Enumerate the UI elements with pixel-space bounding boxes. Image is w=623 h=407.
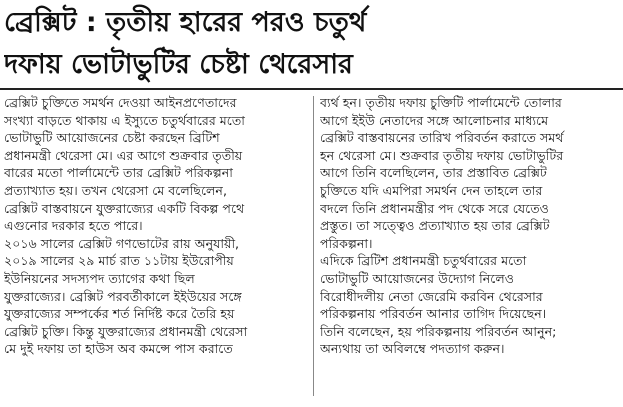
body-text-line: প্রধানমন্ত্রী থেরেসা মে। এর আগে শুক্রবার তৃতীয় xyxy=(4,147,243,163)
body-text-line: ইউনিয়নের সদস্যপদ ত্যাগের কথা ছিল xyxy=(4,270,195,286)
body-text-line: ব্যর্থ হন। তৃতীয় দফায় চুক্তিটি পার্লামেন্টে তোলার xyxy=(320,95,562,110)
article-column-right xyxy=(320,94,619,407)
body-text-line: পরিকল্পনায় পরিবর্তন আনার তাগিদ দিয়েছেন। xyxy=(320,306,547,322)
article-body xyxy=(0,94,623,407)
body-text-line: ভোটাভুটি আয়োজনের উদ্যোগ নিলেও xyxy=(320,270,514,286)
body-text-line: প্রত্যাখ্যাত হয়। তখন থেরেসা মে বলেছিলেন, xyxy=(4,182,227,198)
body-text-line: যুক্তরাজ্যের সম্পর্কের শর্ত নির্দিষ্ট করে তৈরি হয় xyxy=(4,306,235,322)
headline-line: ব্রেক্সিট : তৃতীয় হারের পরও চতুর্থ xyxy=(4,7,367,38)
body-text-line: ব্রেক্সিট বাস্তবায়নের তারিখ পরিবর্তন করাতে সমর্থ xyxy=(320,130,564,146)
body-text-line: তিনি বলেছেন, হয় পরিকল্পনায় পরিবর্তন আনুন; xyxy=(320,323,557,339)
body-text-line: বারের মতো পার্লামেন্টে তার ব্রেক্সিট পরিকল্পনা xyxy=(4,165,233,181)
body-text-line: বিরোধীদলীয় নেতা জেরেমি করবিন থেরেসার xyxy=(320,288,543,304)
headline-rule xyxy=(0,88,623,90)
body-text-line: বদলে তিনি প্রধানমন্ত্রীর পদ থেকে সরে যেতেও xyxy=(320,200,549,216)
body-text-line: প্রস্তুত। তা সত্ত্বেও প্রত্যাখ্যাত হয় তার ব্রেক্সিট xyxy=(320,218,550,234)
body-text-line: হন থেরেসা মে। শুক্রবার তৃতীয় দফায় ভোটাভুটির xyxy=(320,147,564,163)
body-text-line: অন্যথায় তা অবিলম্বে পদত্যাগ করুন। xyxy=(320,341,505,357)
body-text-line: পরিকল্পনা। xyxy=(320,235,373,251)
headline xyxy=(4,2,619,86)
body-text-line: ব্রেক্সিট বাস্তবায়নে যুক্তরাজ্যের একটি বিকল্প পথে xyxy=(4,200,245,216)
column-divider xyxy=(313,96,314,396)
body-text-line: আগে ইইউ নেতাদের সঙ্গে আলোচনার মাধ্যমে xyxy=(320,112,549,128)
body-text-line: এদিকে ব্রিটিশ প্রধানমন্ত্রী চতুর্থবারের মতো xyxy=(320,253,527,269)
body-text-line: সংখ্যা বাড়তে থাকায় এ ইস্যুতে চতুর্থবারের মতো xyxy=(4,112,245,128)
body-text-line: ২০১৯ সালের ২৯ মার্চ রাত ১১টায় ইউরোপীয় xyxy=(4,253,234,269)
body-text-line: মে দুই দফায় তা হাউস অব কমন্সে পাস করাতে xyxy=(4,341,233,357)
headline-line: দফায় ভোটাভুটির চেষ্টা থেরেসার xyxy=(4,49,353,80)
body-text-line: ব্রেক্সিট চুক্তিতে সমর্থন দেওয়া আইনপ্রণেতাদের xyxy=(4,95,237,110)
body-text-line: ২০১৬ সালের ব্রেক্সিট গণভোটের রায় অনুযায়ী, xyxy=(4,235,240,251)
body-text-line: ব্রেক্সিট চুক্তি। কিন্তু যুক্তরাজ্যের প্রধানমন্ত্রী থেরেসা xyxy=(4,323,248,339)
body-text-line: যুক্তরাজ্যের। ব্রেক্সিট পরবর্তীকালে ইইউয়ের সঙ্গে xyxy=(4,288,242,304)
article-column-left xyxy=(4,94,307,407)
body-text-line: এগুনোর দরকার হতে পারে। xyxy=(4,218,143,234)
body-text-line: চুক্তিতে যদি এমপিরা সমর্থন দেন তাহলে তার xyxy=(320,182,543,198)
body-text-line: আগে তিনি বলেছিলেন, তার প্রস্তাবিত ব্রেক্সিট xyxy=(320,165,547,181)
body-text-line: ভোটাভুটি আয়োজনের চেষ্টা করছেন ব্রিটিশ xyxy=(4,130,220,146)
